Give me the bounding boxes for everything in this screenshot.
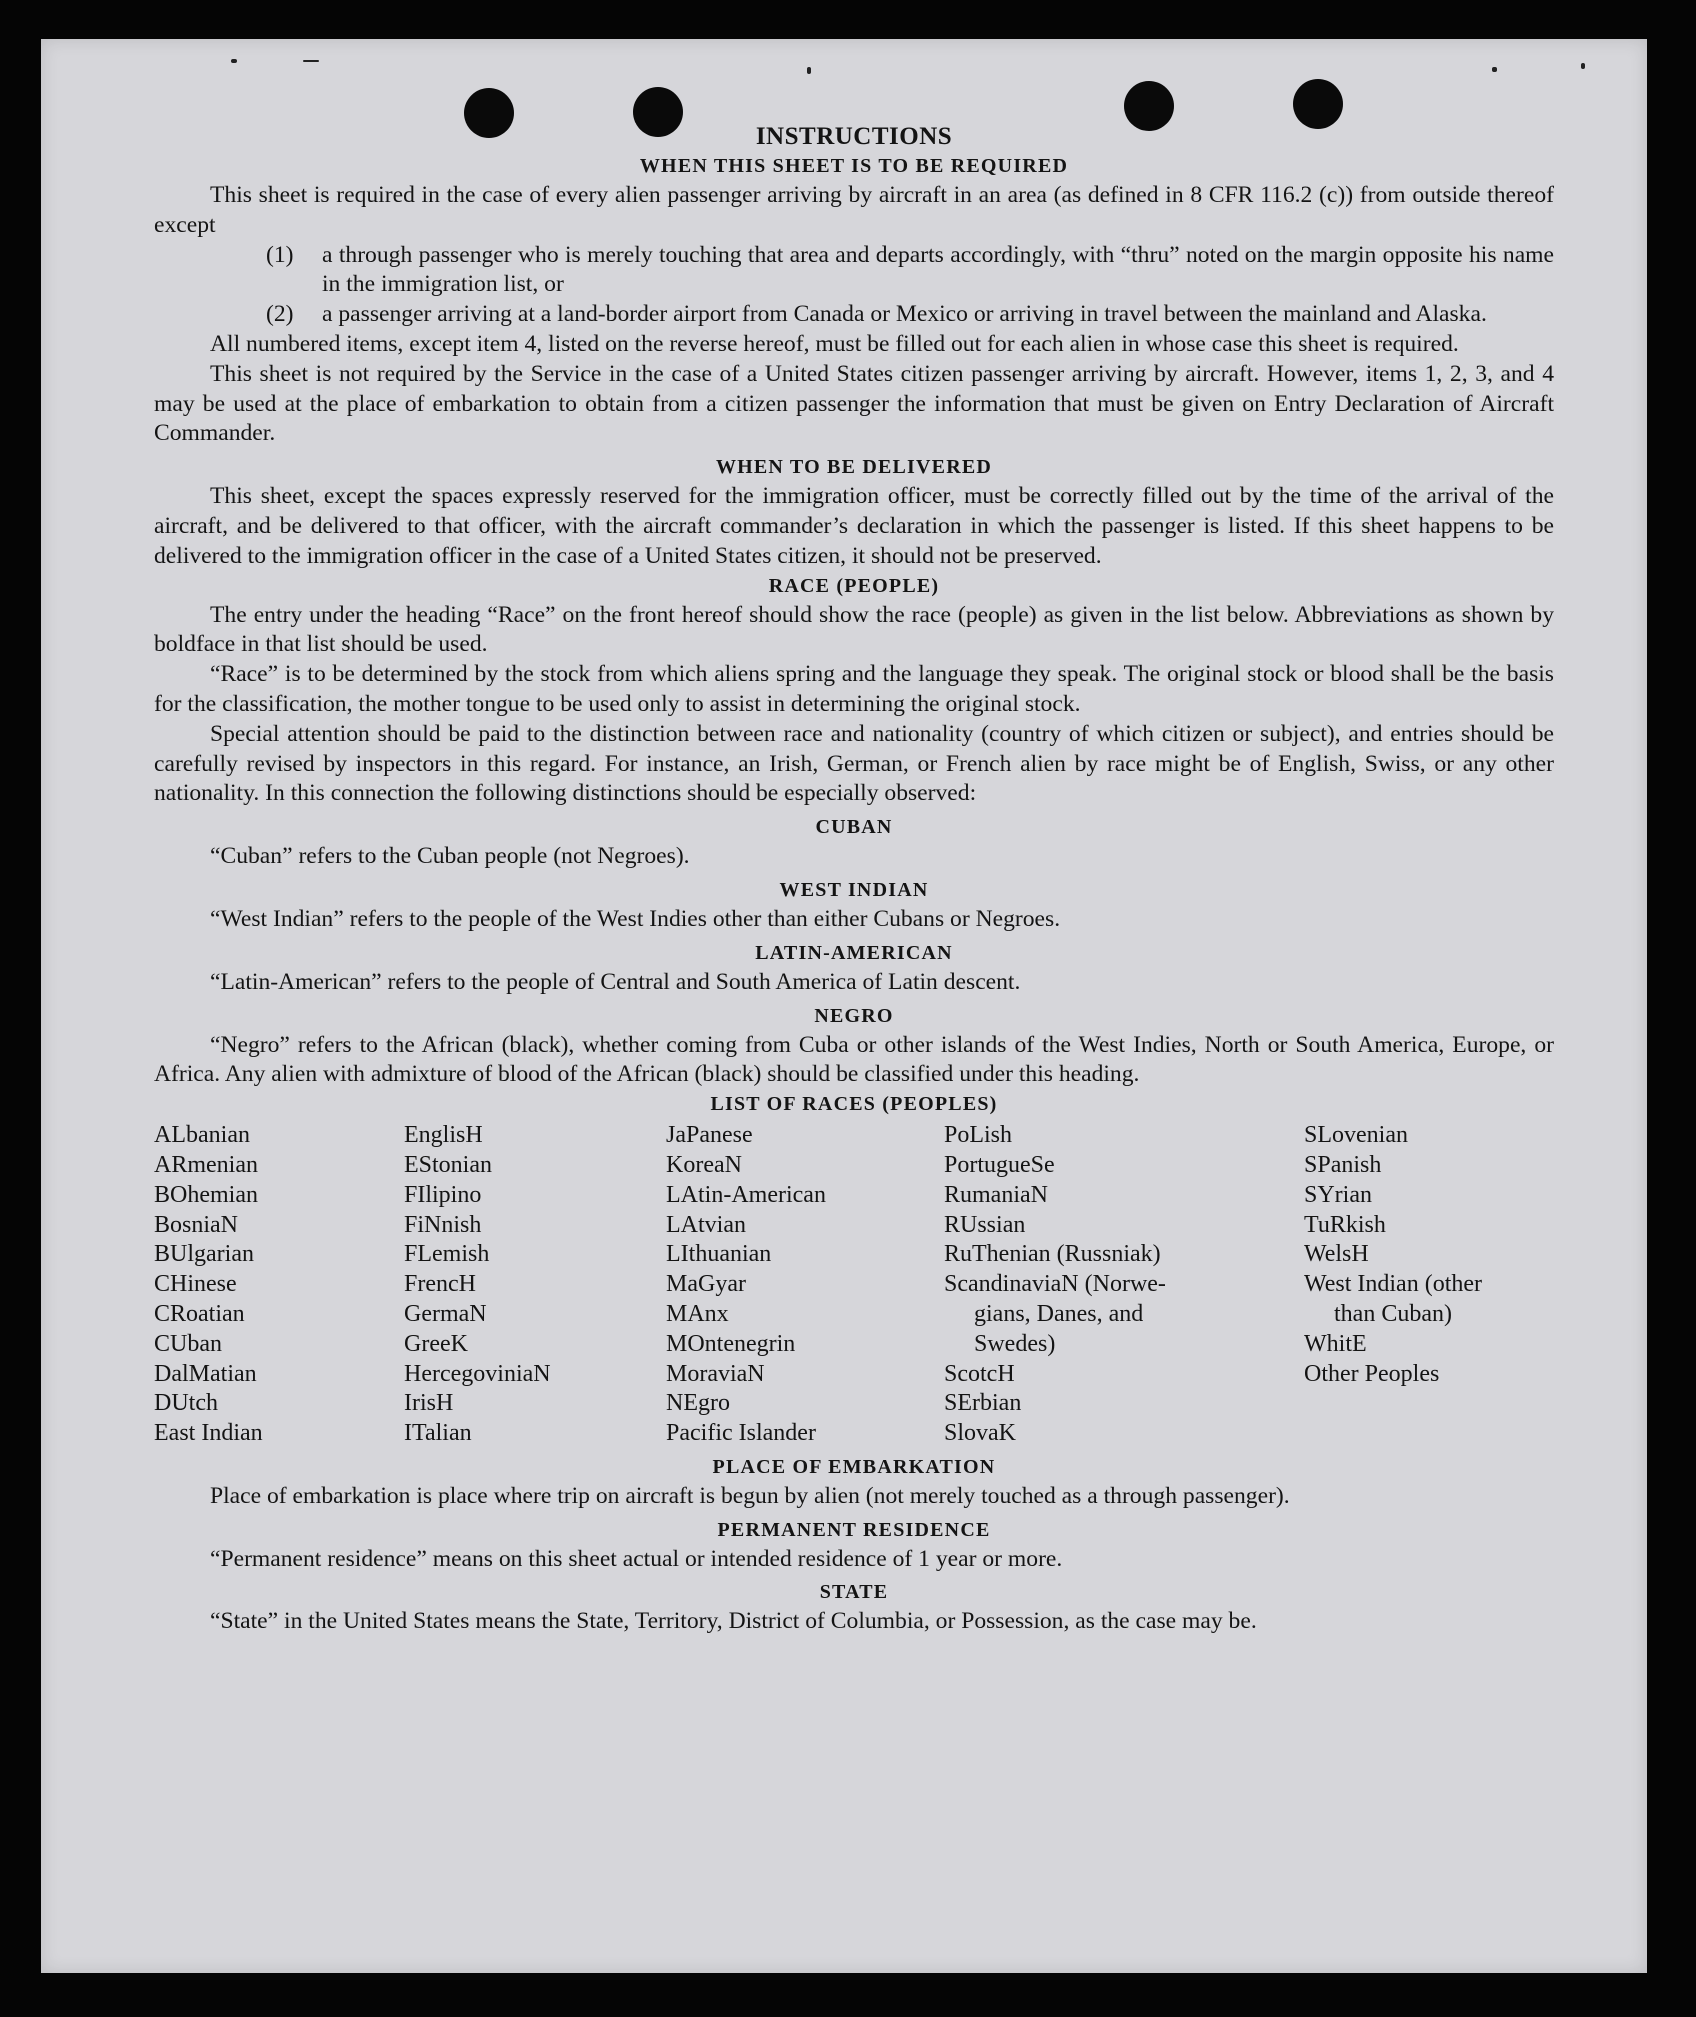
heading-state: STATE <box>819 1581 889 1604</box>
race-entry: EnglisH <box>404 1122 483 1149</box>
paragraph: This sheet is not required by the Service in the case of a United States citizen passenger arriving by aircraft. However, items 1, 2, 3, and 4 may be used at the place of embarkation to obtain from a citizen passenger the information that must be given on Entry Declaration of Aircraft Commander. <box>154 360 1554 447</box>
race-entry: GermaN <box>404 1300 487 1327</box>
heading-when-delivered: WHEN TO BE DELIVERED <box>715 456 993 479</box>
heading-when-required: WHEN THIS SHEET IS TO BE REQUIRED <box>639 155 1069 177</box>
race-entry: FrencH <box>404 1271 476 1298</box>
race-entry: MaGyar <box>666 1271 746 1298</box>
race-entry: KoreaN <box>666 1151 742 1178</box>
race-entry: ScandinaviaN (Norwe- <box>944 1271 1166 1298</box>
race-entry: CUban <box>154 1330 222 1357</box>
race-entry: SLovenian <box>1304 1122 1408 1149</box>
race-entry: Other Peoples <box>1304 1360 1440 1387</box>
race-entry: BOhemian <box>154 1181 258 1208</box>
race-entry: RuThenian (Russniak) <box>944 1241 1161 1268</box>
race-entry: CRoatian <box>154 1300 245 1327</box>
race-list <box>154 1121 1554 1449</box>
race-entry: West Indian (other <box>1304 1271 1483 1298</box>
race-entry-continued: gians, Danes, and <box>974 1300 1144 1327</box>
race-entry: MoraviaN <box>666 1360 765 1387</box>
heading-west-indian: WEST INDIAN <box>779 878 929 901</box>
race-entry: HercegoviniaN <box>404 1360 551 1387</box>
paragraph: The entry under the heading “Race” on the front hereof should show the race (people) as given in the list below. Abbreviations as shown by boldface in that list should be used. <box>154 601 1554 658</box>
paragraph: “Permanent residence” means on this sheet actual or intended residence of 1 year or more. <box>210 1545 1063 1572</box>
race-entry: GreeK <box>404 1330 468 1357</box>
list-item <box>266 300 1554 330</box>
race-entry: FIlipino <box>404 1181 482 1208</box>
race-entry: FLemish <box>404 1241 490 1268</box>
paragraph: Place of embarkation is place where trip on aircraft is begun by alien (not merely touched as a through passenger). <box>210 1482 1290 1509</box>
race-column <box>404 1121 666 1449</box>
heading-latin-american: LATIN-AMERICAN <box>755 941 953 964</box>
paragraph: “Negro” refers to the African (black), whether coming from Cuba or other islands of the West Indies, North or South America, Europe, or Africa. Any alien with admixture of blood of the African (black) should be classified under this heading. <box>154 1031 1554 1088</box>
paragraph: “Race” is to be determined by the stock from which aliens spring and the language they speak. The original stock or blood shall be the basis for the classification, the mother tongue to be used only to assist in determining the original stock. <box>154 661 1554 717</box>
race-column <box>666 1121 944 1449</box>
race-entry: WelsH <box>1304 1241 1369 1268</box>
race-entry: JaPanese <box>666 1122 753 1149</box>
instructions-text <box>154 86 1554 1637</box>
heading-place-of-embarkation: PLACE OF EMBARKATION <box>712 1455 996 1478</box>
page-title: INSTRUCTIONS <box>755 123 953 150</box>
heading-negro: NEGRO <box>814 1004 894 1027</box>
race-entry: DUtch <box>154 1390 218 1417</box>
race-entry-continued: Swedes) <box>974 1330 1056 1357</box>
race-entry: MAnx <box>666 1300 729 1327</box>
paragraph: This sheet is required in the case of every alien passenger arriving by aircraft in an area (as defined in 8 CFR 116.2 (c)) from outside thereof except <box>154 182 1554 238</box>
heading-race: RACE (PEOPLE) <box>768 574 940 597</box>
heading-cuban: CUBAN <box>815 816 893 839</box>
race-entry: SlovaK <box>944 1420 1016 1447</box>
race-entry: FiNnish <box>404 1211 482 1238</box>
race-entry: SErbian <box>944 1390 1022 1417</box>
scan-speck <box>303 60 319 62</box>
race-entry: ARmenian <box>154 1151 258 1178</box>
paragraph: “Latin-American” refers to the people of Central and South America of Latin descent. <box>210 968 1021 995</box>
race-entry: EStonian <box>404 1151 492 1178</box>
race-entry: LAtin-American <box>666 1181 826 1208</box>
race-entry: BosniaN <box>154 1211 238 1238</box>
race-entry: RUssian <box>944 1211 1026 1238</box>
item-text: a passenger arriving at a land-border airport from Canada or Mexico or arriving in travel between the mainland and Alaska. <box>322 301 1487 328</box>
race-entry: NEgro <box>666 1390 730 1417</box>
heading-list-of-races: LIST OF RACES (PEOPLES) <box>710 1093 998 1116</box>
paragraph: This sheet, except the spaces expressly reserved for the immigration officer, must be correctly filled out by the time of the arrival of the aircraft, and be delivered to that officer, with the aircraft commander’s declaration in which the passenger is listed. If this sheet happens to be delivered to the immigration officer in the case of a United States citizen, it should not be preserved. <box>154 483 1554 569</box>
race-entry: Pacific Islander <box>666 1420 816 1447</box>
race-entry: ITalian <box>404 1420 472 1447</box>
scan-speck <box>807 67 811 74</box>
race-entry: BUlgarian <box>154 1241 254 1268</box>
item-text: a through passenger who is merely touching that area and departs accordingly, with “thru” noted on the margin opposite his name in the immigration list, or <box>322 241 1554 298</box>
race-entry: PortugueSe <box>944 1151 1055 1178</box>
race-column <box>944 1121 1304 1449</box>
paragraph: “West Indian” refers to the people of the West Indies other than either Cubans or Negroes. <box>210 905 1061 932</box>
race-entry: TuRkish <box>1304 1211 1386 1238</box>
race-entry: PoLish <box>944 1122 1013 1149</box>
race-entry: RumaniaN <box>944 1181 1048 1208</box>
scan-speck <box>1492 67 1497 72</box>
paragraph: “Cuban” refers to the Cuban people (not Negroes). <box>210 843 690 870</box>
race-entry: SYrian <box>1304 1181 1372 1208</box>
race-entry: ALbanian <box>154 1122 250 1149</box>
scan-speck <box>231 59 237 63</box>
race-entry: LIthuanian <box>666 1241 772 1268</box>
paragraph: All numbered items, except item 4, listed on the reverse hereof, must be filled out for each alien in whose case this sheet is required. <box>210 330 1459 357</box>
race-entry: East Indian <box>154 1420 263 1447</box>
race-entry: WhitE <box>1304 1330 1367 1357</box>
item-number: (1) <box>266 241 294 268</box>
race-column <box>1304 1121 1554 1449</box>
race-entry: SPanish <box>1304 1151 1382 1178</box>
paragraph: “State” in the United States means the State, Territory, District of Columbia, or Possession, as the case may be. <box>210 1608 1257 1635</box>
race-entry: MOntenegrin <box>666 1330 796 1357</box>
item-number: (2) <box>266 301 294 328</box>
list-item <box>266 241 1554 301</box>
race-entry: DalMatian <box>154 1360 257 1387</box>
race-entry: ScotcH <box>944 1360 1015 1387</box>
race-entry-continued: than Cuban) <box>1334 1300 1452 1327</box>
paragraph: Special attention should be paid to the distinction between race and nationality (country of which citizen or subject), and entries should be carefully revised by inspectors in this regard. For instance, an Irish, German, or French alien by race might be of English, Swiss, or any other nationality. In this connection the following distinctions should be especially observed: <box>154 720 1554 807</box>
race-column <box>154 1121 404 1449</box>
race-entry: IrisH <box>404 1390 454 1417</box>
heading-permanent-residence: PERMANENT RESIDENCE <box>717 1518 991 1541</box>
race-entry: LAtvian <box>666 1211 746 1238</box>
race-entry: CHinese <box>154 1271 237 1298</box>
scan-speck <box>1581 63 1585 69</box>
